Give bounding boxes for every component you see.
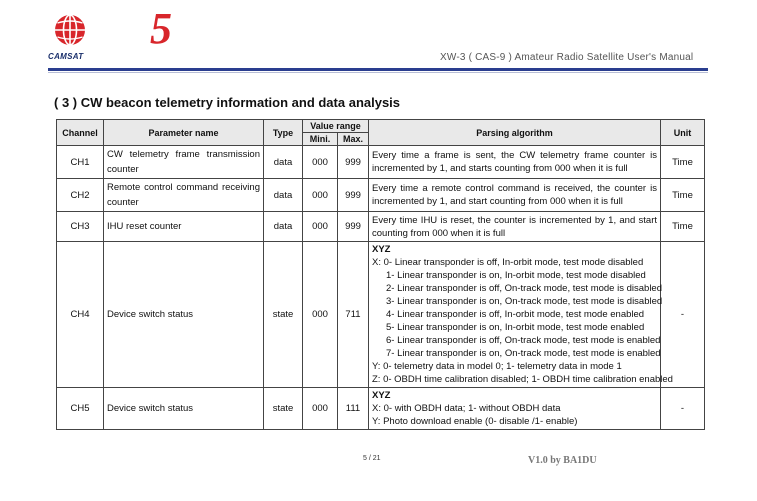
table-row <box>57 242 705 388</box>
algorithm-line: Z: 0- OBDH time calibration disabled; 1- OBDH time calibration enabled <box>372 374 673 385</box>
table-row <box>57 146 705 179</box>
max-cell: 999 <box>338 146 369 179</box>
parameter-cell: Device switch status <box>104 242 264 388</box>
min-cell: 000 <box>303 242 338 388</box>
header-divider <box>48 68 708 71</box>
channel-cell: CH4 <box>57 242 104 388</box>
min-cell: 000 <box>303 146 338 179</box>
parameter-cell: CW telemetry frame transmission counter <box>104 146 264 179</box>
channel-cell: CH3 <box>57 212 104 242</box>
header-max: Max. <box>338 133 369 146</box>
type-cell: state <box>264 388 303 430</box>
channel-cell: CH2 <box>57 179 104 212</box>
type-cell: state <box>264 242 303 388</box>
unit-cell: Time <box>661 212 705 242</box>
camsat-logo <box>48 14 98 61</box>
unit-cell: - <box>661 388 705 430</box>
table-row <box>57 212 705 242</box>
min-cell: 000 <box>303 388 338 430</box>
algorithm-line: 5- Linear transponder is on, In-orbit mode, test mode enabled <box>386 322 645 333</box>
max-cell: 111 <box>338 388 369 430</box>
algorithm-cell: Every time IHU is reset, the counter is incremented by 1, and start counting from 000 when it is full <box>369 212 661 242</box>
header-unit: Unit <box>661 120 705 146</box>
algorithm-line: XYZ <box>372 244 391 255</box>
max-cell: 999 <box>338 212 369 242</box>
unit-cell: Time <box>661 179 705 212</box>
header-parameter: Parameter name <box>104 120 264 146</box>
logo-text: CAMSAT <box>48 52 84 61</box>
algorithm-cell <box>369 388 661 430</box>
header-type: Type <box>264 120 303 146</box>
algorithm-line: 4- Linear transponder is off, In-orbit mode, test mode enabled <box>386 309 645 320</box>
header-value-range: Value range <box>303 120 369 133</box>
footer-page-number: 5 / 21 <box>363 455 381 462</box>
header-divider-thin <box>48 72 708 73</box>
telemetry-table <box>56 119 705 430</box>
algorithm-cell <box>369 242 673 388</box>
parameter-cell: IHU reset counter <box>104 212 264 242</box>
header-min: Mini. <box>303 133 338 146</box>
table-row <box>57 388 705 430</box>
section-title: ( 3 ) CW beacon telemetry information and data analysis <box>54 95 401 110</box>
type-cell: data <box>264 212 303 242</box>
algorithm-line: 6- Linear transponder is off, On-track mode, test mode is enabled <box>386 335 661 346</box>
algorithm-line: 3- Linear transponder is on, On-track mode, test mode is disabled <box>386 296 663 307</box>
channel-cell: CH1 <box>57 146 104 179</box>
type-cell: data <box>264 179 303 212</box>
header-channel: Channel <box>57 120 104 146</box>
parameter-cell: Remote control command receiving counter <box>104 179 264 212</box>
algorithm-line: Y: 0- telemetry data in model 0; 1- telemetry data in mode 1 <box>372 361 622 372</box>
algorithm-cell: Every time a remote control command is received, the counter is incremented by 1, and start counting from 000 when it is full <box>369 179 661 212</box>
algorithm-line: 1- Linear transponder is on, In-orbit mode, test mode disabled <box>386 270 646 281</box>
algorithm-line: 2- Linear transponder is off, On-track mode, test mode is disabled <box>386 283 662 294</box>
max-cell: 999 <box>338 179 369 212</box>
manual-title: XW-3 ( CAS-9 ) Amateur Radio Satellite User's Manual <box>440 52 694 63</box>
unit-cell: Time <box>661 146 705 179</box>
footer-version: V1.0 by BA1DU <box>528 455 597 466</box>
algorithm-line: X: 0- with OBDH data; 1- without OBDH data <box>372 403 561 414</box>
min-cell: 000 <box>303 212 338 242</box>
table-row <box>57 179 705 212</box>
type-cell: data <box>264 146 303 179</box>
page-number: 5 <box>150 4 172 53</box>
channel-cell: CH5 <box>57 388 104 430</box>
table-header-row <box>57 120 705 133</box>
unit-cell: - <box>661 242 705 388</box>
algorithm-line: Y: Photo download enable (0- disable /1- enable) <box>372 416 578 427</box>
algorithm-line: X: 0- Linear transponder is off, In-orbit mode, test mode disabled <box>372 257 644 268</box>
algorithm-line: 7- Linear transponder is on, On-track mode, test mode is enabled <box>386 348 661 359</box>
header-algorithm: Parsing algorithm <box>369 120 661 146</box>
max-cell: 711 <box>338 242 369 388</box>
min-cell: 000 <box>303 179 338 212</box>
algorithm-line: XYZ <box>372 390 391 401</box>
globe-icon <box>54 14 86 46</box>
parameter-cell: Device switch status <box>104 388 264 430</box>
algorithm-cell: Every time a frame is sent, the CW telemetry frame counter is incremented by 1, and starts counting from 000 when it is full <box>369 146 661 179</box>
